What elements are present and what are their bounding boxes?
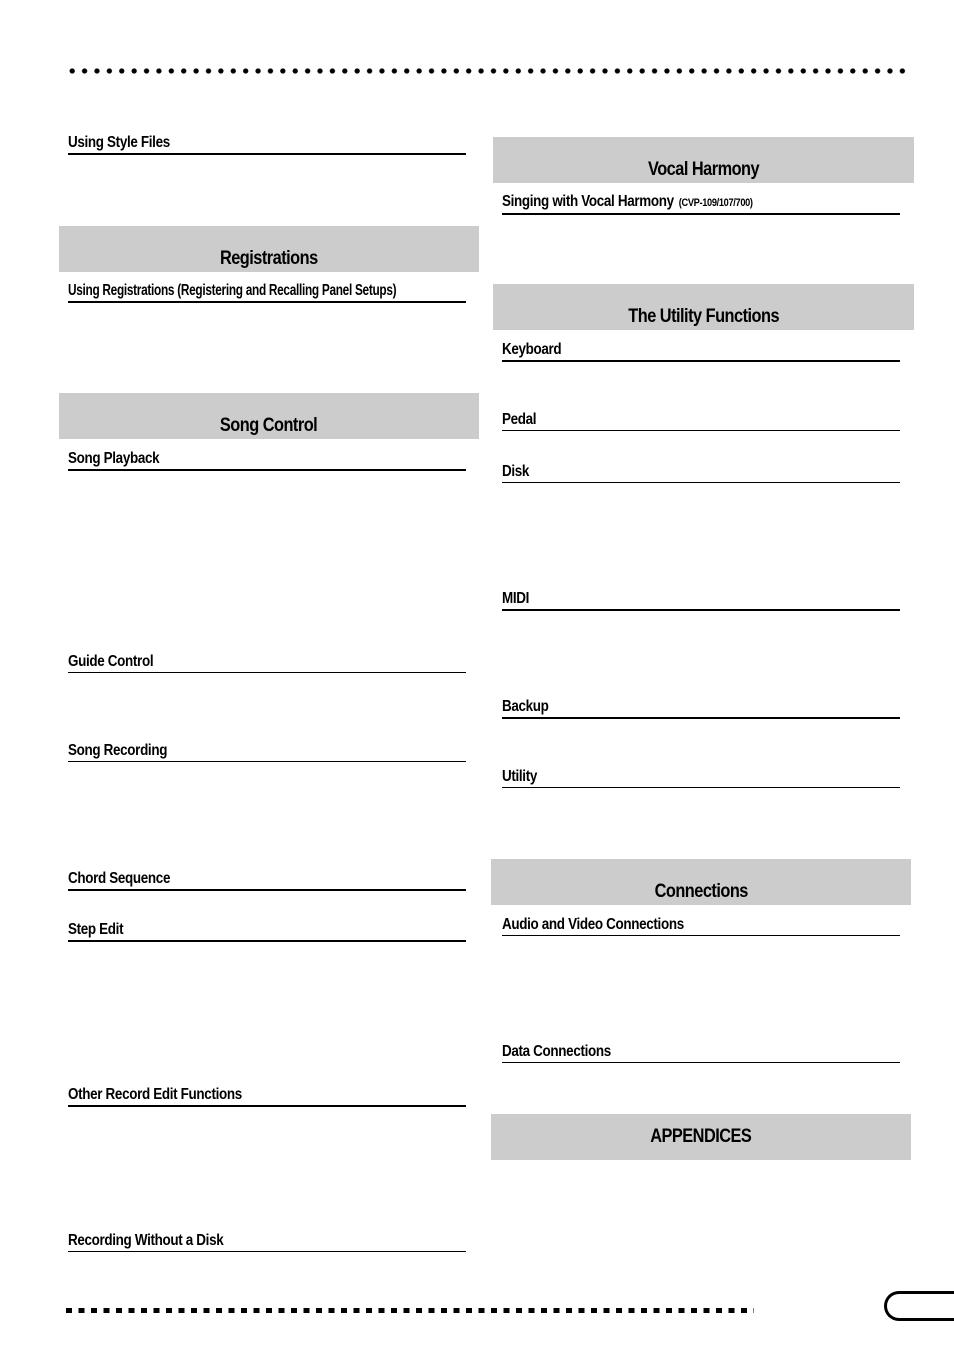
heading-disk: Disk <box>502 463 900 483</box>
heading-audio-video-connections: Audio and Video Connections <box>502 916 900 936</box>
section-header-song-control: Song Control <box>59 393 479 439</box>
heading-pedal: Pedal <box>502 411 900 431</box>
heading-other-record-edit-functions: Other Record Edit Functions <box>68 1086 466 1107</box>
heading-using-style-files: Using Style Files <box>68 134 466 155</box>
section-header-vocal-harmony: Vocal Harmony <box>493 137 914 183</box>
heading-singing-with-vocal-harmony: Singing with Vocal Harmony (CVP-109/107/700) <box>502 193 900 215</box>
heading-midi: MIDI <box>502 590 900 611</box>
heading-utility: Utility <box>502 768 900 788</box>
top-dotted-rule <box>66 68 906 74</box>
page-number-tab <box>884 1291 954 1321</box>
heading-song-recording: Song Recording <box>68 742 466 762</box>
heading-song-playback: Song Playback <box>68 450 466 471</box>
section-header-utility-functions: The Utility Functions <box>493 284 914 330</box>
section-header-connections: Connections <box>491 859 911 905</box>
section-header-registrations: Registrations <box>59 226 479 272</box>
bottom-dotted-rule <box>66 1308 754 1314</box>
heading-step-edit: Step Edit <box>68 921 466 942</box>
heading-backup: Backup <box>502 698 900 719</box>
heading-chord-sequence: Chord Sequence <box>68 870 466 891</box>
heading-guide-control: Guide Control <box>68 653 466 673</box>
heading-data-connections: Data Connections <box>502 1043 900 1063</box>
heading-keyboard: Keyboard <box>502 341 900 362</box>
section-header-appendices: APPENDICES <box>491 1114 911 1160</box>
heading-using-registrations: Using Registrations (Registering and Recalling Panel Setups) <box>68 282 466 303</box>
heading-recording-without-a-disk: Recording Without a Disk <box>68 1232 466 1252</box>
